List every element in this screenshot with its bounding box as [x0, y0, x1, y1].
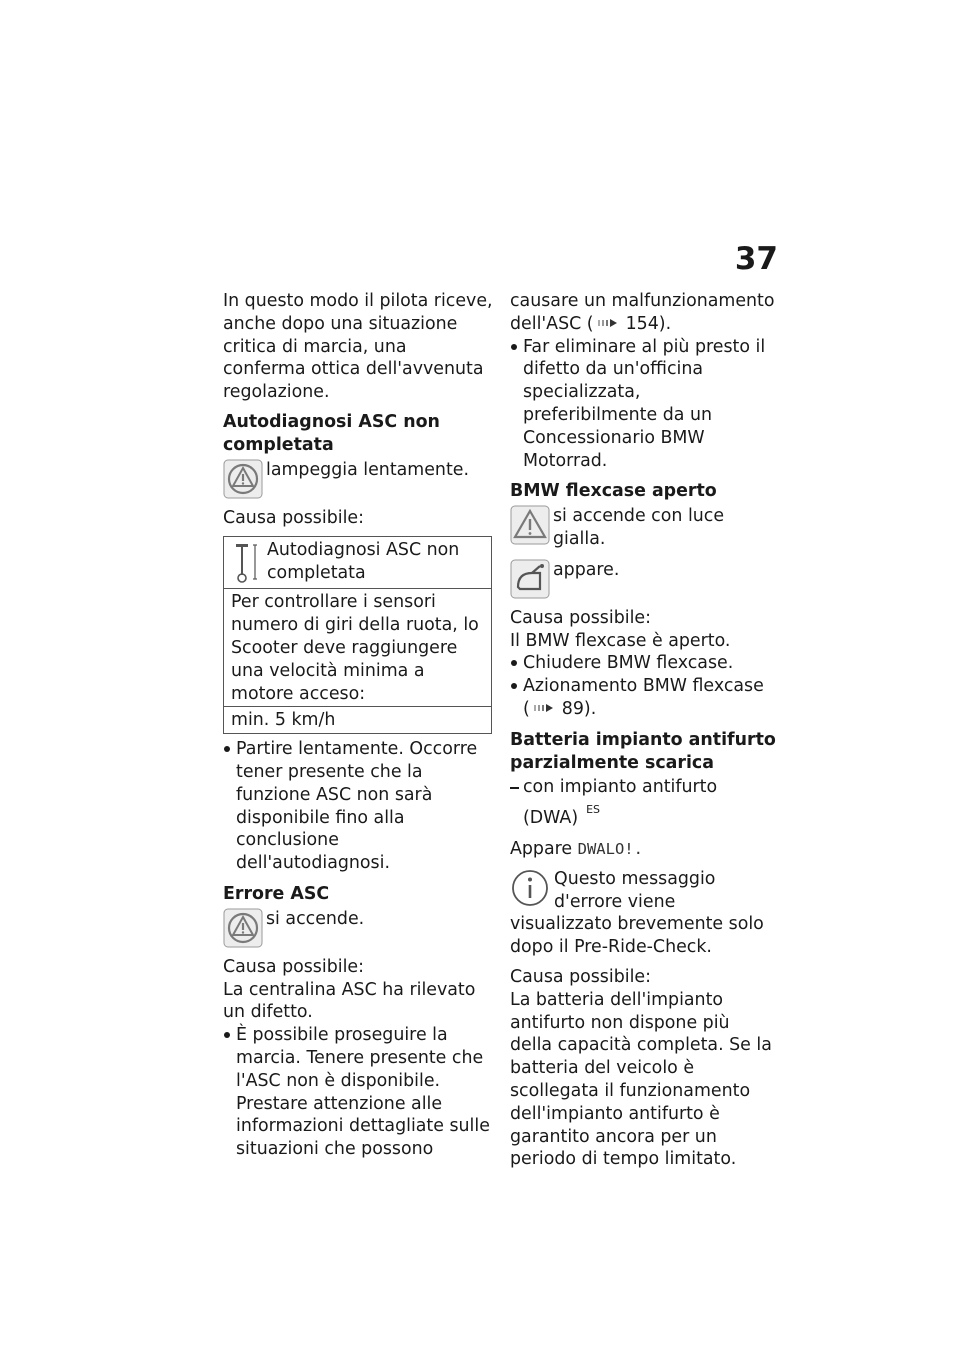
flexcase-symbol-indicator — [510, 559, 776, 599]
continued-paragraph — [510, 290, 776, 336]
list-item: Far eliminare al più presto il difetto da un'officina specializzata, preferibilmente da un Concessionario BMW Motorrad. — [510, 336, 776, 473]
reference-arrow-icon: ( — [587, 314, 626, 334]
display-code: DWALO!. — [577, 839, 643, 858]
spec-table-title: Autodiagnosi ASC non completata — [267, 540, 460, 584]
continued-text: causare un malfunzionamento dell'ASC — [510, 291, 775, 334]
spec-table-header — [224, 537, 492, 589]
continued-ref: 154). — [625, 313, 672, 334]
list-item: Chiudere BMW flexcase. — [510, 652, 776, 675]
cause-label: Causa possibile: — [223, 956, 364, 977]
asc-error-indicator — [223, 908, 493, 948]
warning-triangle-icon — [510, 505, 550, 545]
autodiag-status: lampeggia lentamente. — [266, 459, 469, 480]
battery-condition-list — [510, 776, 776, 830]
flexcase-heading: BMW flexcase aperto — [510, 481, 717, 502]
equipment-superscript: ES — [586, 803, 601, 817]
operate-ref: 89). — [561, 698, 597, 719]
flexcase-icon — [510, 559, 550, 599]
spec-table-row — [224, 589, 492, 707]
autodiag-heading: Autodiagnosi ASC non completata — [223, 411, 440, 455]
info-text: Questo messaggio d'errore viene visualizzato brevemente solo dopo il Pre-Ride-Check. — [510, 868, 764, 958]
speed-spec-table — [223, 536, 492, 734]
continue-riding-list — [223, 1024, 493, 1161]
asc-error-heading: Errore ASC — [223, 883, 330, 904]
asc-error-cause: La centralina ASC ha rilevato un difetto. — [223, 979, 476, 1023]
asc-warning-icon — [223, 459, 263, 499]
flexcase-cause: Il BMW flexcase è aperto. — [510, 630, 731, 651]
spec-table-description: Per controllare i sensori numero di giri della ruota, lo Scooter deve raggiungere una velocità minima a motore acceso: — [224, 589, 492, 707]
list-item: Partire lentamente. Occorre tener presente che la funzione ASC non sarà disponibile fino alla conclusione dell'autodiagnosi. — [223, 738, 493, 875]
flexcase-status: si accende con luce gialla. — [553, 506, 725, 549]
list-item: È possibile proseguire la marcia. Tenere presente che l'ASC non è disponibile. Prestare attenzione alle informazioni dettagliate sulle situazioni che possono — [223, 1024, 493, 1161]
right-column — [510, 290, 776, 1171]
battery-cause: La batteria dell'impianto antifurto non dispone più della capacità completa. Se la batteria del veicolo è scollegata il funzionamento dell'impianto antifurto è garantito ancora per un periodo di tempo limitato. — [510, 989, 772, 1170]
cause-label: Causa possibile: — [223, 507, 364, 528]
asc-error-status: si accende. — [266, 908, 365, 929]
info-icon — [510, 868, 550, 908]
cause-label: Causa possibile: — [510, 966, 651, 987]
asc-warning-icon — [223, 908, 263, 948]
appears-line — [510, 838, 776, 861]
left-column — [223, 290, 493, 1169]
intro-paragraph: In questo modo il pilota riceve, anche dopo una situazione critica di marcia, una conferma ottica dell'avvenuta regolazione. — [223, 291, 493, 403]
spec-table-value: min. 5 km/h — [224, 707, 492, 734]
list-item: Azionamento BMW flexcase ( 89). — [510, 675, 776, 721]
page-number: 37 — [734, 241, 778, 277]
flexcase-warning-indicator — [510, 505, 776, 551]
flexcase-appears: appare. — [553, 559, 620, 580]
wheel-speed-sensor-icon — [231, 539, 267, 587]
battery-heading: Batteria impianto antifurto parzialmente scarica — [510, 729, 776, 773]
appears-label: Appare — [510, 838, 573, 859]
start-slowly-list — [223, 738, 493, 875]
spec-table-row — [224, 707, 492, 734]
cause-label: Causa possibile: — [510, 607, 651, 628]
autodiag-indicator — [223, 459, 493, 499]
flexcase-actions-list — [510, 652, 776, 720]
info-note — [510, 868, 776, 959]
workshop-list — [510, 336, 776, 473]
reference-arrow-icon: ( — [523, 699, 562, 719]
list-item: con impianto antifurto (DWA) $^{ES}$ — [510, 776, 776, 830]
